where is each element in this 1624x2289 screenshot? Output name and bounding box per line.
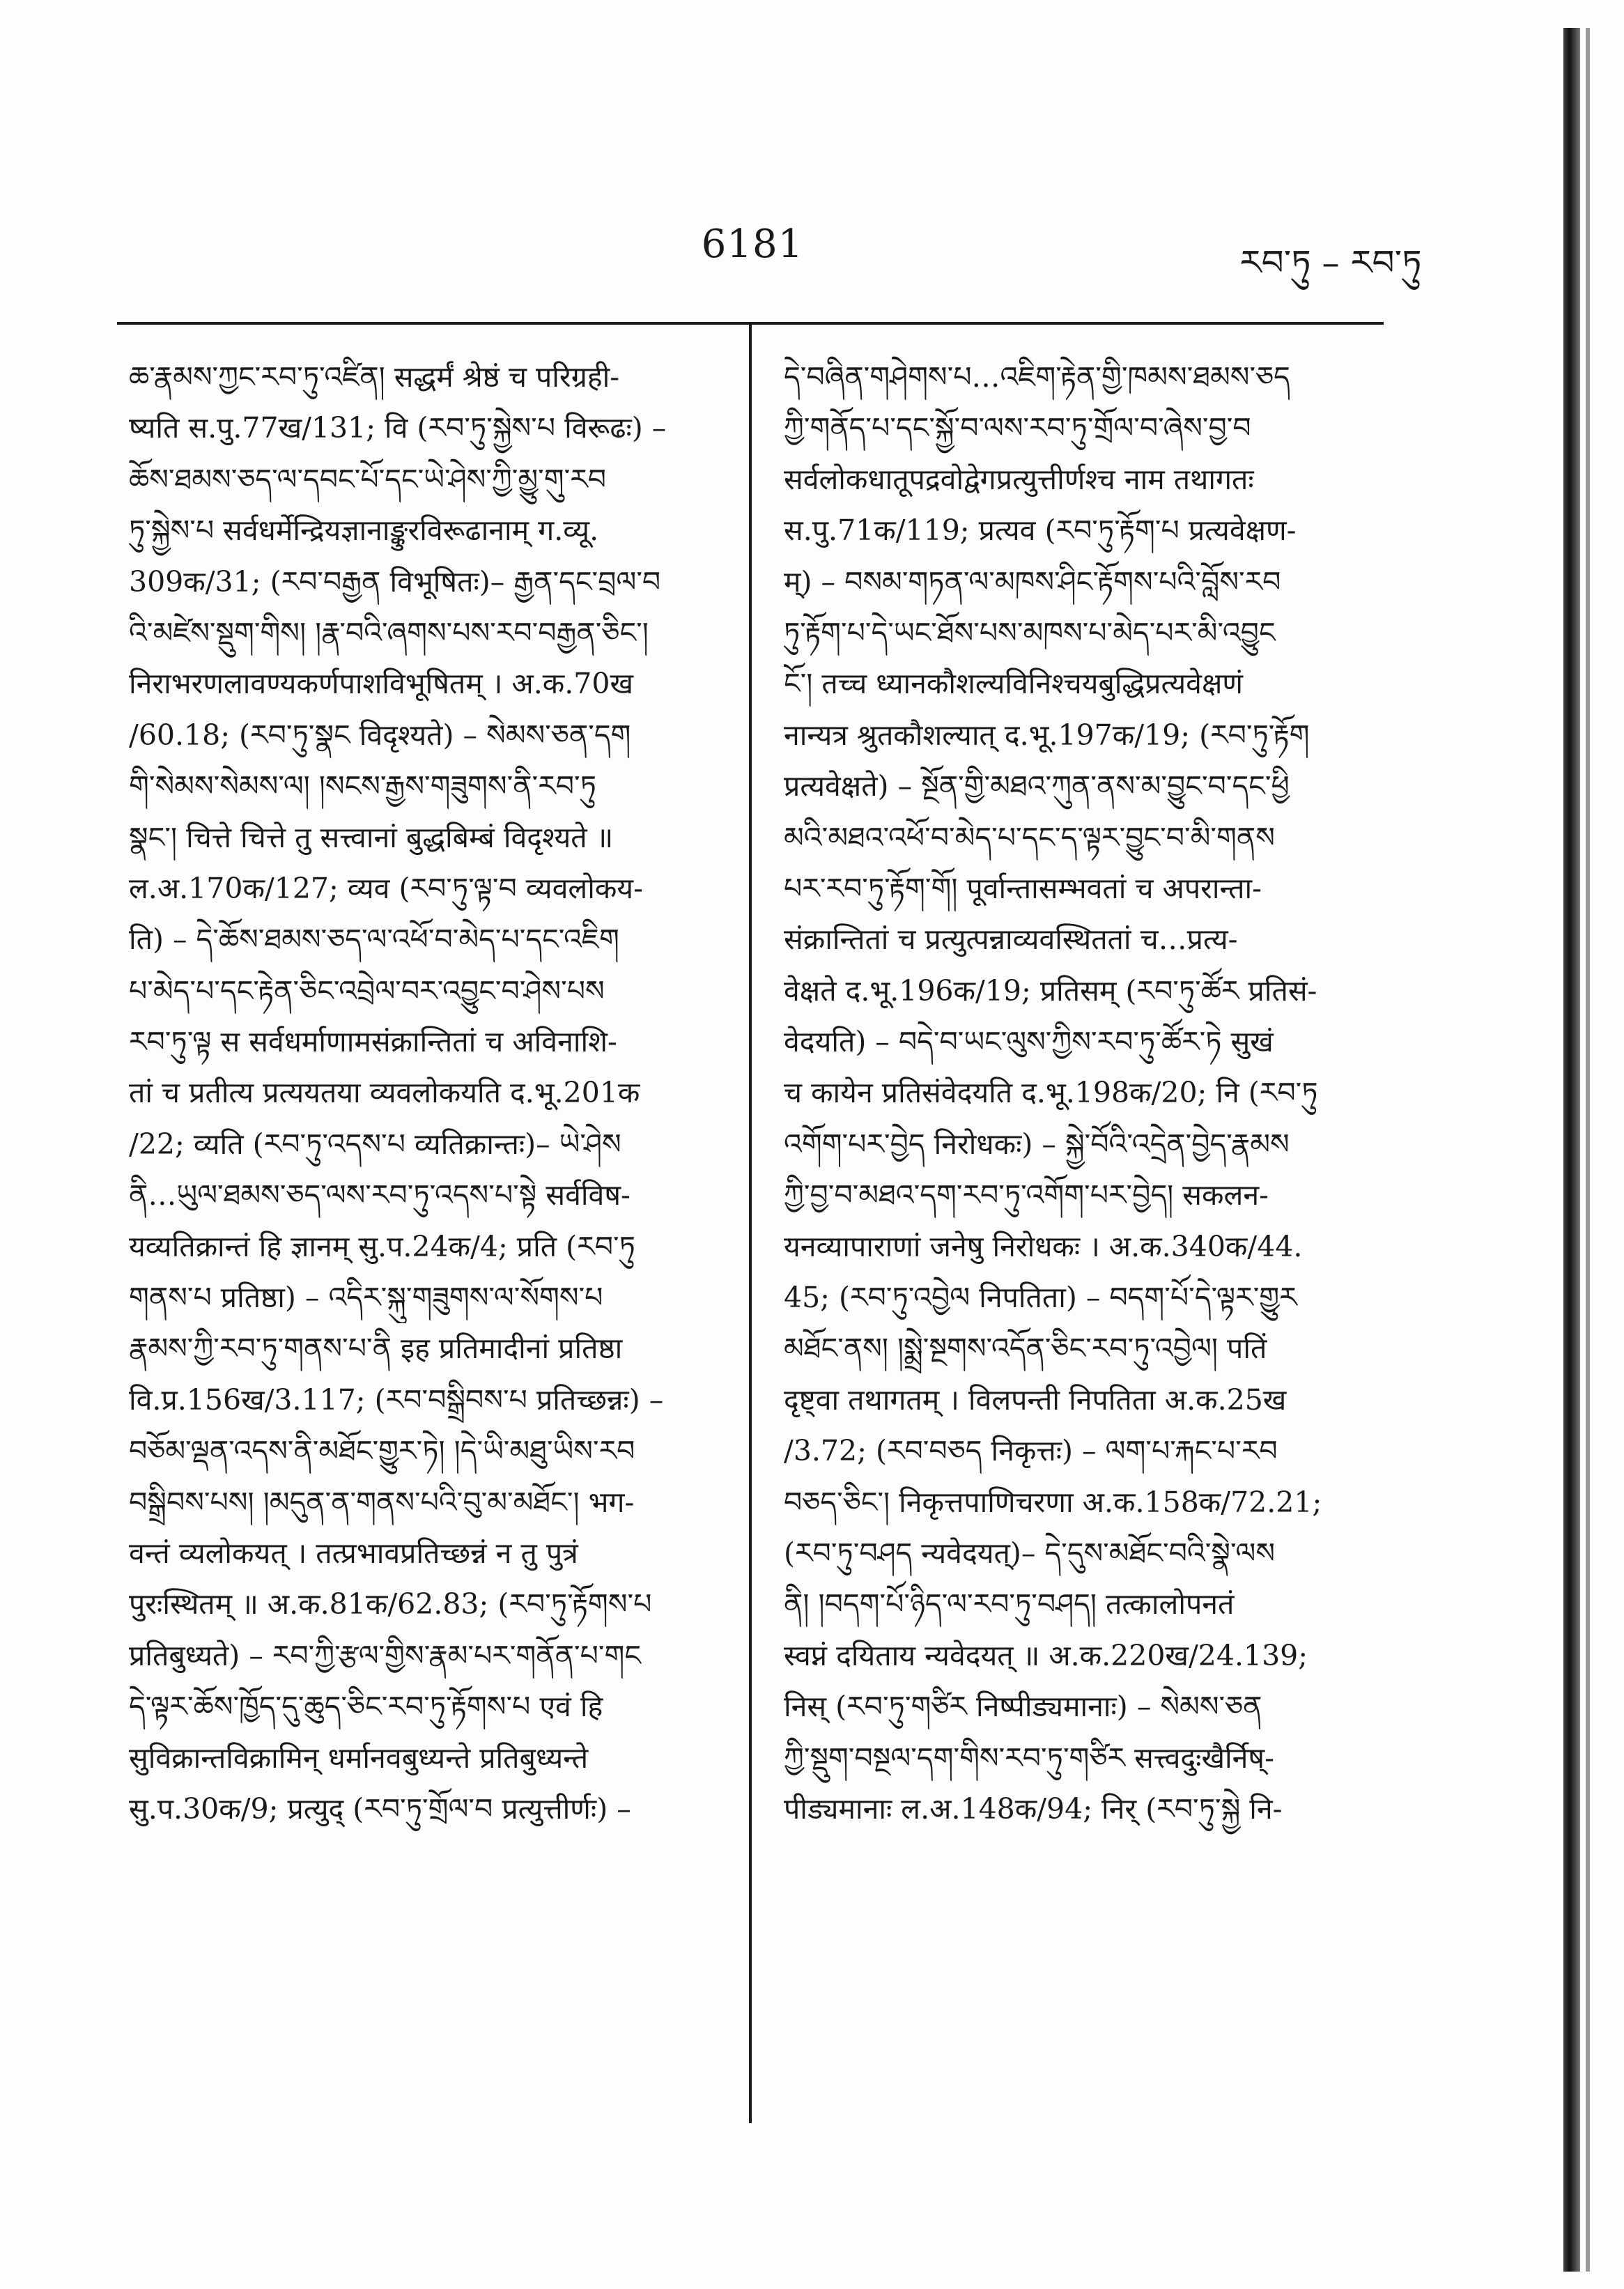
text-line: ཀྱི་བྱ་བ་མཐའ་དག་རབ་ཏུ་འགོག་པར་བྱེད། सकलन- xyxy=(784,1178,1269,1212)
text-line: म्) – བསམ་གཏན་ལ་མཁས་ཤིང་རྟོགས་པའི་བློས་རབ xyxy=(784,564,1281,599)
text-line: ཏུ་རྟོག་པ་དེ་ཡང་ཐོས་པས་མཁས་པ་མེད་པར་མི་འབྱུང xyxy=(784,615,1276,649)
text-line: पीड्यमानाः ल.अ.148क/94; निर् (རབ་ཏུ་སྐྱེ नि- xyxy=(784,1791,1283,1826)
text-line: यव्यतिक्रान्तं हि ज्ञानम् सु.प.24क/4; प्रति (རབ་ཏུ xyxy=(129,1229,635,1263)
page-number: 6181 xyxy=(701,222,804,267)
text-line: མཐོང་ནས། །སྨྲེ་སྔགས་འདོན་ཅིང་རབ་ཏུ་འབྱེལ། पतिं xyxy=(784,1332,1267,1366)
text-line: वि.प्र.156ख/3.117; (རབ་བསྒྲིབས་པ प्रतिच्छन्नः) – xyxy=(129,1382,664,1417)
text-line: པར་རབ་ཏུ་རྟོག་གོ། पूर्वान्तासम्भवतां च अपरान्ता- xyxy=(784,871,1262,905)
text-line: རབ་ཏུ་ལྟ स सर्वधर्माणामसंक्रान्तितां च अविनाशि- xyxy=(129,1025,617,1059)
text-line: སྣང་། चित्ते चित्ते तु सत्त्वानां बुद्धबिम्बं विदृश्यते ॥ xyxy=(129,820,614,854)
text-line: /3.72; (རབ་བཅད निकृत्तः) – ལག་པ་རྐང་པ་རབ xyxy=(784,1434,1278,1468)
text-line: ངོ་། तच्च ध्यानकौशल्यविनिश्चयबुद्धिप्रत्यवेक्षणं xyxy=(784,667,1244,701)
text-line: ཀྱི་གནོད་པ་དང་སྐྱོ་བ་ལས་རབ་ཏུ་གྲོལ་བ་ཞེས་བྱ་བ xyxy=(784,411,1251,445)
text-line: स.पु.71क/119; प्रत्यव (རབ་ཏུ་རྟོག་པ प्रत्यवेक्षण- xyxy=(784,514,1297,548)
text-line: གི་སེམས་སེམས་ལ། །སངས་རྒྱས་གཟུགས་ནི་རབ་ཏུ xyxy=(129,769,596,803)
text-line: 45; (རབ་ཏུ་འབྱེལ निपतिता) – བདག་པོ་དེ་ལྟར་གྱུར xyxy=(784,1281,1297,1315)
text-line: निराभरणलावण्यकर्णपाशविभूषितम् । अ.क.70ख xyxy=(129,667,634,701)
text-line: འི་མཛེས་སྡུག་གིས། །རྣ་བའི་ཞགས་པས་རབ་བརྒྱན་ཅིང་། xyxy=(129,615,649,649)
text-line: ल.अ.170क/127; व्यव (རབ་ཏུ་ལྟ་བ व्यवलोकय- xyxy=(129,871,643,905)
column-divider xyxy=(749,322,752,2123)
text-line: दृष्ट्वा तथागतम् । विलपन्ती निपतिता अ.क.25ख xyxy=(784,1382,1287,1417)
text-line: ཀྱི་སྡུག་བསྔལ་དག་གིས་རབ་ཏུ་གཙིར सत्त्वदुःखैर्निष्- xyxy=(784,1741,1274,1775)
text-line: 309क/31; (རབ་བརྒྱན विभूषितः)– རྒྱན་དང་བྲལ་བ xyxy=(129,564,661,599)
text-line: च कायेन प्रतिसंवेदयति द.भू.198क/20; नि (རབ་ཏུ xyxy=(784,1076,1318,1110)
text-line: प्रत्यवेक्षते) – སྔོན་གྱི་མཐའ་ཀུན་ནས་མ་བྱུང་བ་དང་ཕྱི xyxy=(784,769,1290,803)
text-line: མའི་མཐའ་འཕོ་བ་མེད་པ་དང་ད་ལྟར་བྱུང་བ་མི་གནས xyxy=(784,820,1275,854)
text-line: वन्तं व्यलोकयत् । तत्प्रभावप्रतिच्छन्नं न तु पुत्रं xyxy=(129,1536,578,1570)
running-head: རབ་ཏུ – རབ་ཏུ xyxy=(1239,242,1422,283)
text-line: सुविक्रान्तविक्रामिन् धर्मानवबुध्यन्ते प्रतिबुध्यन्ते xyxy=(129,1741,589,1775)
text-line: དེ་ལྟར་ཆོས་ཁྱོད་དུ་ཆུད་ཅིང་རབ་ཏུ་རྟོགས་པ एवं हि xyxy=(129,1690,603,1724)
left-column xyxy=(129,352,728,1835)
text-line: ति) – དེ་ཆོས་ཐམས་ཅད་ལ་འཕོ་བ་མེད་པ་དང་འཇིག xyxy=(129,923,619,957)
text-line: དེ་བཞིན་གཤེགས་པ…འཇིག་རྟེན་གྱི་ཁམས་ཐམས་ཅད xyxy=(784,360,1290,394)
text-line: གནས་པ प्रतिष्ठा) – འདིར་སྐུ་གཟུགས་ལ་སོགས་པ xyxy=(129,1281,603,1315)
text-line: ནི…ཡུལ་ཐམས་ཅད་ལས་རབ་ཏུ་འདས་པ་སྟེ सर्वविष- xyxy=(129,1178,631,1212)
text-line: /22; व्यति (རབ་ཏུ་འདས་པ व्यतिक्रान्तः)– ཡེ་ཤེས xyxy=(129,1127,621,1161)
text-line: सु.प.30क/9; प्रत्युद् (རབ་ཏུ་གྲོལ་བ प्रत्युत्तीर्णः) – xyxy=(129,1791,631,1826)
text-line: བསྒྲིབས་པས། །མདུན་ན་གནས་པའི་བུ་མ་མཐོང་། भग- xyxy=(129,1485,635,1519)
text-line: पुरःस्थितम् ॥ अ.क.81क/62.83; (རབ་ཏུ་རྟོགས་པ xyxy=(129,1587,652,1621)
text-line: (རབ་ཏུ་བཤད न्यवेदयत्)– དེ་དུས་མཐོང་བའི་སྣེ་ལས xyxy=(784,1536,1275,1570)
text-line: ཆོས་ཐམས་ཅད་ལ་དབང་པོ་དང་ཡེ་ཤེས་ཀྱི་མྱུ་གུ་རབ xyxy=(129,462,607,496)
text-line: वेदयति) – བདེ་བ་ཡང་ལུས་ཀྱིས་རབ་ཏུ་ཚོར་ཏེ सुखं xyxy=(784,1025,1274,1059)
text-line: वेक्षते द.भू.196क/19; प्रतिसम् (རབ་ཏུ་ཚོར प्रतिसं- xyxy=(784,973,1317,1008)
text-line: नान्यत्र श्रुतकौशल्यात् द.भू.197क/19; (རབ་ཏུ་རྟོག xyxy=(784,718,1310,752)
text-line: /60.18; (རབ་ཏུ་སྣང विदृश्यते) – སེམས་ཅན་དག xyxy=(129,718,631,752)
text-line: तां च प्रतीत्य प्रत्ययतया व्यवलोकयति द.भू.201क xyxy=(129,1076,640,1110)
binding-edge-highlight xyxy=(1586,28,1590,2272)
text-line: स्वप्नं दयिताय न्यवेदयत् ॥ अ.क.220ख/24.139; xyxy=(784,1638,1308,1672)
text-line: सर्वलोकधातूपद्रवोद्वेगप्रत्युत्तीर्णश्च नाम तथागतः xyxy=(784,462,1254,496)
text-line: संक्रान्तितां च प्रत्युत्पन्नाव्यवस्थिततां च…प्रत्य- xyxy=(784,923,1238,957)
text-line: ནི། །བདག་པོ་ཉིད་ལ་རབ་ཏུ་བཤད། तत्कालोपनतं xyxy=(784,1587,1235,1621)
text-line: པ་མེད་པ་དང་རྟེན་ཅིང་འབྲེལ་བར་འབྱུང་བ་ཤེས་པས xyxy=(129,973,605,1008)
text-line: བཅད་ཅིང་། निकृत्तपाणिचरणा अ.क.158क/72.21; xyxy=(784,1485,1322,1519)
text-line: यनव्यापाराणां जनेषु निरोधकः । अ.क.340क/44. xyxy=(784,1229,1303,1263)
binding-edge-shadow xyxy=(1563,28,1580,2272)
text-line: प्रतिबुध्यते) – རབ་ཀྱི་རྩལ་གྱིས་རྣམ་པར་གནོན་པ་གང xyxy=(129,1638,642,1672)
text-line: निस् (རབ་ཏུ་གཙིར निष्पीड्यमानाः) – སེམས་ཅན xyxy=(784,1690,1262,1724)
text-line: ष्यति स.पु.77ख/131; वि (རབ་ཏུ་སྐྱེས་པ विरूढः) – xyxy=(129,411,667,445)
text-line: ཆ་རྣམས་ཀྱང་རབ་ཏུ་འཛིན། सद्धर्मं श्रेष्ठं च परिग्रही- xyxy=(129,360,620,394)
text-line: རྣམས་ཀྱི་རབ་ཏུ་གནས་པ་ནི इह प्रतिमादीनां प्रतिष्ठा xyxy=(129,1332,623,1366)
text-line: བཅོམ་ལྡན་འདས་ནི་མཐོང་གྱུར་ཏེ། །དེ་ཡི་མཐུ་ཡིས་རབ xyxy=(129,1434,635,1468)
text-line: ཏུ་སྐྱེས་པ सर्वधर्मेन्द्रियज्ञानाङ्कुरविरूढानाम् ग.व्यू. xyxy=(129,514,599,548)
text-line: འགོག་པར་བྱེད निरोधकः) – སྐྱེ་བོའི་འདྲེན་བྱེད་རྣམས xyxy=(784,1127,1290,1161)
right-column xyxy=(784,352,1383,1835)
